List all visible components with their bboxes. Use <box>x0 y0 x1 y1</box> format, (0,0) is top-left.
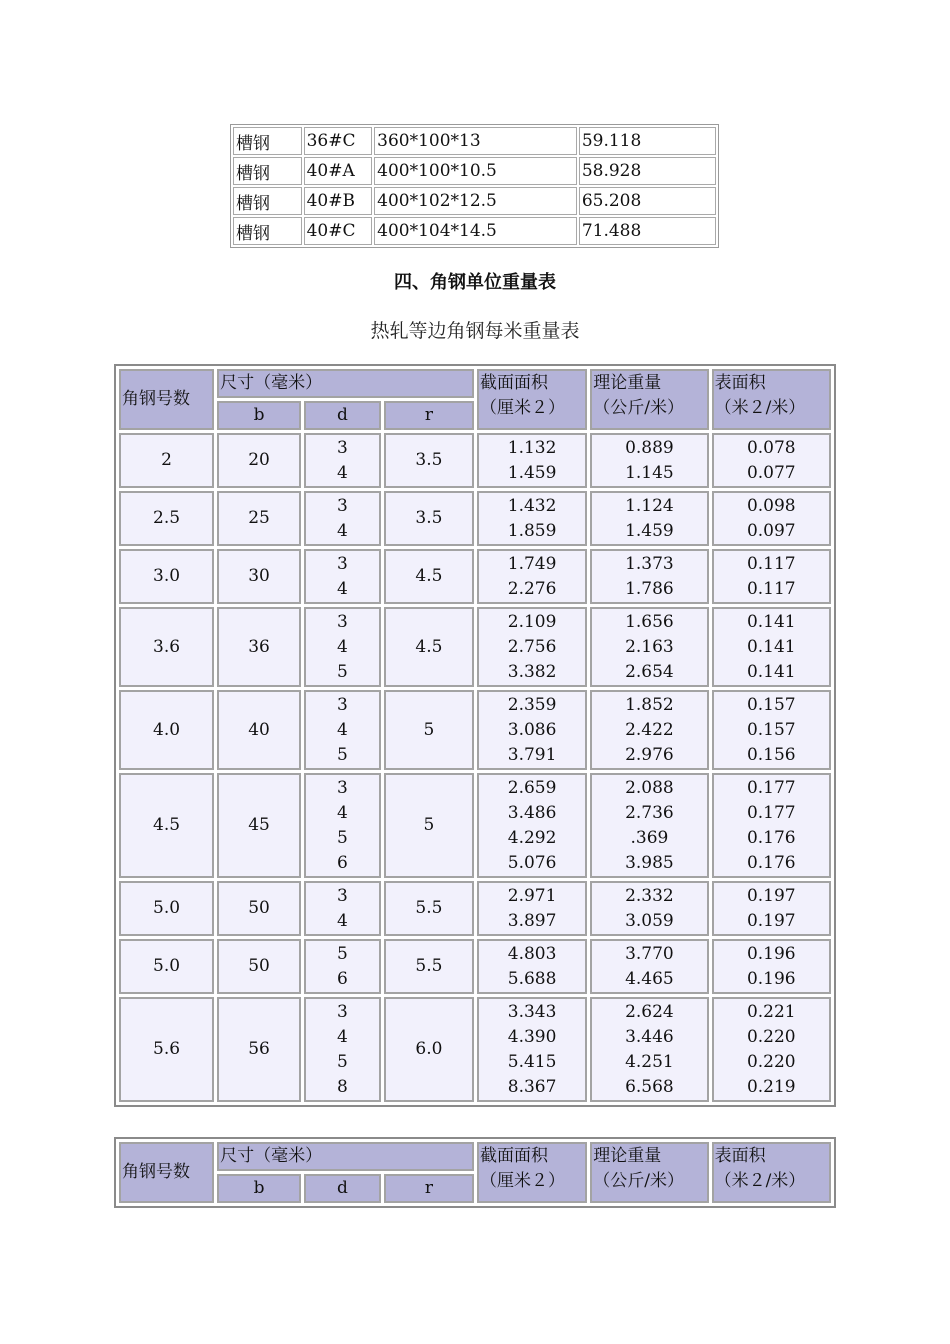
header-b: b <box>217 1174 301 1203</box>
cell-area-value: 3.343 <box>507 1002 557 1022</box>
table-row <box>119 690 831 770</box>
cell-r: 5 <box>384 690 474 770</box>
cell-d <box>304 690 381 770</box>
cell-surface <box>712 549 831 604</box>
cell-d-value: 6 <box>337 969 348 989</box>
cell-b: 25 <box>217 491 301 546</box>
cell-d <box>304 491 381 546</box>
cell-weight <box>590 433 708 488</box>
header-d: d <box>304 401 381 430</box>
cell-area <box>477 433 587 488</box>
cell-weight-value: 6.568 <box>625 1077 674 1097</box>
cell-d-value: 3 <box>337 554 348 574</box>
channel-cell-size: 400*104*14.5 <box>374 217 577 245</box>
cell-d-value: 6 <box>337 853 348 873</box>
angle-steel-table-continued <box>114 1137 836 1208</box>
table-row <box>119 549 831 604</box>
cell-d <box>304 549 381 604</box>
channel-cell-name: 槽钢 <box>233 157 302 185</box>
cell-surface-value: 0.157 <box>746 720 796 740</box>
header-surface <box>712 1142 831 1203</box>
cell-no: 3.0 <box>119 549 214 604</box>
cell-surface-value: 0.177 <box>746 778 796 798</box>
channel-cell-size: 400*100*10.5 <box>374 157 577 185</box>
channel-cell-model: 40#C <box>304 217 373 245</box>
cell-area-value: 1.432 <box>507 496 557 516</box>
channel-cell-weight: 59.118 <box>579 127 716 155</box>
channel-cell-weight: 65.208 <box>579 187 716 215</box>
cell-area-value: 5.688 <box>507 969 557 989</box>
cell-surface-value: 0.221 <box>746 1002 796 1022</box>
cell-weight-value: 2.332 <box>625 886 674 906</box>
cell-area-value: 2.659 <box>507 778 557 798</box>
cell-surface-value: 0.098 <box>746 496 796 516</box>
cell-r: 4.5 <box>384 549 474 604</box>
cell-area-value: 5.415 <box>507 1052 557 1072</box>
cell-weight-value: 4.251 <box>625 1052 674 1072</box>
cell-surface-value: 0.220 <box>746 1027 796 1047</box>
cell-d-value: 5 <box>337 944 348 964</box>
cell-weight-value: 0.889 <box>625 438 674 458</box>
cell-area <box>477 939 587 994</box>
cell-area <box>477 997 587 1102</box>
cell-weight <box>590 549 708 604</box>
cell-surface-value: 0.176 <box>746 828 796 848</box>
cell-surface-value: 0.117 <box>746 554 796 574</box>
cell-d-value: 3 <box>337 612 348 632</box>
cell-r: 6.0 <box>384 997 474 1102</box>
cell-area <box>477 491 587 546</box>
angle-table-header-continued <box>119 1142 831 1203</box>
cell-weight <box>590 773 708 878</box>
cell-d-value: 3 <box>337 695 348 715</box>
cell-weight-value: 1.145 <box>625 463 674 483</box>
cell-weight-value: 2.976 <box>625 745 674 765</box>
cell-no: 2.5 <box>119 491 214 546</box>
cell-d-value: 3 <box>337 496 348 516</box>
cell-area-value: 1.459 <box>507 463 557 483</box>
header-surface-line2: （米２/米） <box>714 398 806 418</box>
header-r: r <box>384 401 474 430</box>
cell-surface-value: 0.141 <box>746 612 796 632</box>
table-caption: 热轧等边角钢每米重量表 <box>370 320 580 342</box>
cell-d-value: 5 <box>337 662 348 682</box>
cell-d <box>304 773 381 878</box>
header-surface-line2: （米２/米） <box>714 1171 806 1191</box>
cell-surface <box>712 881 831 936</box>
cell-d-value: 4 <box>337 521 348 541</box>
cell-area-value: 3.486 <box>507 803 557 823</box>
channel-cell-name: 槽钢 <box>233 127 302 155</box>
cell-weight-value: 2.088 <box>625 778 674 798</box>
cell-surface-value: 0.097 <box>746 521 796 541</box>
table-row <box>119 773 831 878</box>
cell-d-value: 5 <box>337 828 348 848</box>
channel-cell-name: 槽钢 <box>233 217 302 245</box>
cell-weight-value: 4.465 <box>625 969 674 989</box>
cell-area-value: 3.382 <box>507 662 557 682</box>
cell-area-value: 1.859 <box>507 521 557 541</box>
header-area-line1: 截面面积 <box>479 1146 548 1166</box>
cell-d-value: 3 <box>337 886 348 906</box>
cell-b: 30 <box>217 549 301 604</box>
cell-weight-value: 2.163 <box>625 637 674 657</box>
cell-weight <box>590 997 708 1102</box>
cell-b: 36 <box>217 607 301 687</box>
cell-surface-value: 0.157 <box>746 695 796 715</box>
cell-surface-value: 0.219 <box>746 1077 796 1097</box>
cell-b: 50 <box>217 881 301 936</box>
cell-surface-value: 0.156 <box>746 745 796 765</box>
cell-weight-value: 1.124 <box>625 496 674 516</box>
cell-no: 2 <box>119 433 214 488</box>
cell-surface <box>712 690 831 770</box>
cell-b: 40 <box>217 690 301 770</box>
cell-d-value: 4 <box>337 911 348 931</box>
cell-surface <box>712 607 831 687</box>
header-area-line2: （厘米２） <box>479 1171 565 1191</box>
table-row <box>233 187 716 215</box>
cell-d <box>304 939 381 994</box>
channel-cell-weight: 58.928 <box>579 157 716 185</box>
cell-r: 5 <box>384 773 474 878</box>
cell-area <box>477 549 587 604</box>
header-weight-line1: 理论重量 <box>593 373 662 393</box>
cell-b: 50 <box>217 939 301 994</box>
cell-d <box>304 997 381 1102</box>
cell-d-value: 3 <box>337 1002 348 1022</box>
cell-area-value: 3.791 <box>507 745 557 765</box>
header-b: b <box>217 401 301 430</box>
cell-area <box>477 881 587 936</box>
cell-area-value: 2.276 <box>507 579 557 599</box>
cell-area-value: 4.292 <box>507 828 557 848</box>
cell-d-value: 4 <box>337 463 348 483</box>
table-row <box>233 157 716 185</box>
header-area-line2: （厘米２） <box>479 398 565 418</box>
cell-surface-value: 0.176 <box>746 853 796 873</box>
angle-table-body <box>119 433 831 1102</box>
cell-r: 5.5 <box>384 881 474 936</box>
cell-no: 5.0 <box>119 939 214 994</box>
cell-surface-value: 0.177 <box>746 803 796 823</box>
cell-weight <box>590 881 708 936</box>
cell-b: 56 <box>217 997 301 1102</box>
angle-table-header <box>119 369 831 430</box>
cell-weight-value: 1.459 <box>625 521 674 541</box>
table-row <box>233 217 716 245</box>
cell-d <box>304 881 381 936</box>
channel-cell-size: 400*102*12.5 <box>374 187 577 215</box>
cell-surface-value: 0.117 <box>746 579 796 599</box>
cell-weight-value: 2.654 <box>625 662 674 682</box>
cell-area-value: 3.086 <box>507 720 557 740</box>
cell-d-value: 5 <box>337 1052 348 1072</box>
cell-area-value: 8.367 <box>507 1077 557 1097</box>
table-row <box>119 997 831 1102</box>
cell-no: 5.0 <box>119 881 214 936</box>
cell-area-value: 2.109 <box>507 612 557 632</box>
cell-area-value: 2.359 <box>507 695 557 715</box>
channel-cell-weight: 71.488 <box>579 217 716 245</box>
cell-surface <box>712 433 831 488</box>
angle-steel-table <box>114 364 836 1107</box>
cell-weight-value: 1.373 <box>625 554 674 574</box>
cell-weight-value: 1.852 <box>625 695 674 715</box>
header-size: 尺寸（毫米） <box>217 369 474 398</box>
cell-weight-value: 3.446 <box>625 1027 674 1047</box>
cell-r: 5.5 <box>384 939 474 994</box>
channel-steel-table <box>230 124 719 248</box>
cell-weight <box>590 939 708 994</box>
header-area <box>477 1142 587 1203</box>
cell-r: 4.5 <box>384 607 474 687</box>
channel-cell-model: 40#B <box>304 187 373 215</box>
table-row <box>119 939 831 994</box>
cell-weight <box>590 690 708 770</box>
cell-area <box>477 690 587 770</box>
header-area <box>477 369 587 430</box>
channel-cell-size: 360*100*13 <box>374 127 577 155</box>
cell-d-value: 4 <box>337 579 348 599</box>
section-heading: 四、角钢单位重量表 <box>394 272 556 293</box>
cell-surface-value: 0.141 <box>746 662 796 682</box>
cell-weight-value: .369 <box>630 828 669 848</box>
channel-cell-name: 槽钢 <box>233 187 302 215</box>
cell-surface-value: 0.197 <box>746 886 796 906</box>
cell-no: 4.0 <box>119 690 214 770</box>
header-weight-line2: （公斤/米） <box>593 398 684 418</box>
cell-d-value: 3 <box>337 778 348 798</box>
header-r: r <box>384 1174 474 1203</box>
channel-cell-model: 36#C <box>304 127 373 155</box>
cell-surface-value: 0.141 <box>746 637 796 657</box>
cell-area-value: 1.132 <box>507 438 557 458</box>
cell-weight-value: 3.770 <box>625 944 674 964</box>
table-row <box>119 491 831 546</box>
cell-no: 3.6 <box>119 607 214 687</box>
cell-surface <box>712 997 831 1102</box>
cell-surface-value: 0.077 <box>746 463 796 483</box>
cell-d <box>304 433 381 488</box>
header-angle-no: 角钢号数 <box>119 1142 214 1203</box>
cell-d-value: 4 <box>337 1027 348 1047</box>
cell-area <box>477 607 587 687</box>
cell-surface <box>712 773 831 878</box>
header-weight <box>590 1142 708 1203</box>
cell-surface <box>712 939 831 994</box>
cell-weight-value: 3.985 <box>625 853 674 873</box>
header-surface-line1: 表面积 <box>714 373 766 393</box>
cell-weight <box>590 607 708 687</box>
cell-d-value: 3 <box>337 438 348 458</box>
cell-surface-value: 0.196 <box>746 944 796 964</box>
cell-weight-value: 3.059 <box>625 911 674 931</box>
cell-d-value: 4 <box>337 803 348 823</box>
header-area-line1: 截面面积 <box>479 373 548 393</box>
header-size: 尺寸（毫米） <box>217 1142 474 1171</box>
cell-area-value: 1.749 <box>507 554 557 574</box>
header-d: d <box>304 1174 381 1203</box>
cell-area-value: 3.897 <box>507 911 557 931</box>
cell-surface-value: 0.220 <box>746 1052 796 1072</box>
cell-r: 3.5 <box>384 433 474 488</box>
cell-d-value: 4 <box>337 637 348 657</box>
cell-no: 5.6 <box>119 997 214 1102</box>
cell-weight-value: 2.624 <box>625 1002 674 1022</box>
header-angle-no: 角钢号数 <box>119 369 214 430</box>
cell-weight-value: 1.786 <box>625 579 674 599</box>
header-weight-line1: 理论重量 <box>593 1146 662 1166</box>
cell-area-value: 4.803 <box>507 944 557 964</box>
cell-d <box>304 607 381 687</box>
table-row <box>119 607 831 687</box>
header-weight <box>590 369 708 430</box>
cell-d-value: 4 <box>337 720 348 740</box>
table-row <box>233 127 716 155</box>
header-weight-line2: （公斤/米） <box>593 1171 684 1191</box>
header-surface-line1: 表面积 <box>714 1146 766 1166</box>
cell-surface-value: 0.078 <box>746 438 796 458</box>
cell-area <box>477 773 587 878</box>
cell-area-value: 2.756 <box>507 637 557 657</box>
channel-table-body <box>233 127 716 245</box>
cell-weight-value: 2.422 <box>625 720 674 740</box>
cell-no: 4.5 <box>119 773 214 878</box>
cell-surface-value: 0.196 <box>746 969 796 989</box>
cell-r: 3.5 <box>384 491 474 546</box>
channel-cell-model: 40#A <box>304 157 373 185</box>
cell-b: 45 <box>217 773 301 878</box>
cell-b: 20 <box>217 433 301 488</box>
cell-surface-value: 0.197 <box>746 911 796 931</box>
cell-area-value: 5.076 <box>507 853 557 873</box>
cell-area-value: 4.390 <box>507 1027 557 1047</box>
table-row <box>119 881 831 936</box>
table-row <box>119 433 831 488</box>
cell-weight-value: 1.656 <box>625 612 674 632</box>
cell-area-value: 2.971 <box>507 886 557 906</box>
cell-weight-value: 2.736 <box>625 803 674 823</box>
cell-d-value: 8 <box>337 1077 348 1097</box>
cell-surface <box>712 491 831 546</box>
cell-d-value: 5 <box>337 745 348 765</box>
header-surface <box>712 369 831 430</box>
cell-weight <box>590 491 708 546</box>
